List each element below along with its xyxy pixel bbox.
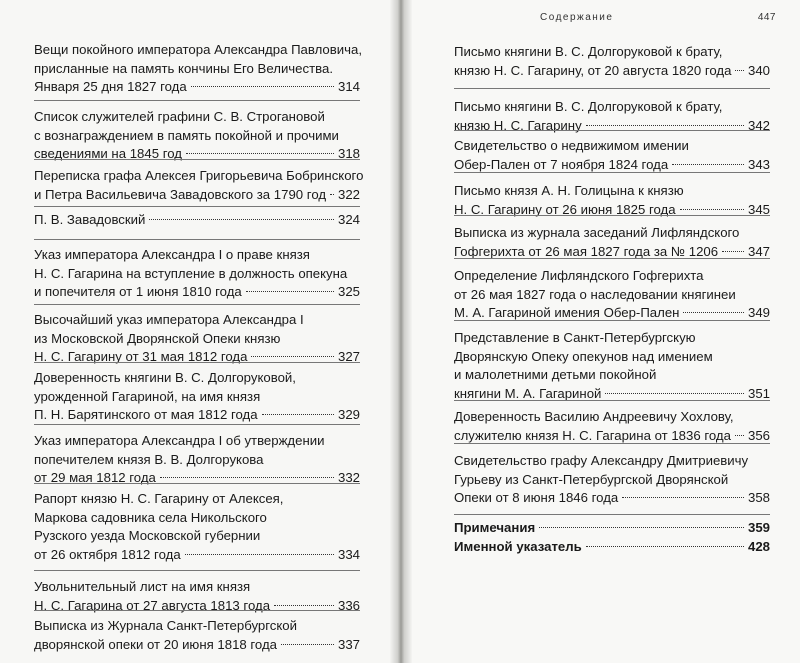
toc-entry bbox=[454, 408, 770, 445]
toc-entry-leader-row bbox=[454, 62, 770, 81]
toc-entry-title-line: Н. С. Гагарину от 31 мая 1812 года bbox=[34, 349, 248, 364]
toc-entry-leader-row bbox=[34, 636, 360, 655]
toc-entry bbox=[34, 490, 360, 564]
toc-entry-page-number: 325 bbox=[337, 284, 360, 299]
toc-entry-page-number: 428 bbox=[747, 539, 770, 554]
toc-entry-title-line: Января 25 дня 1827 года bbox=[34, 79, 187, 94]
entry-divider bbox=[34, 483, 360, 484]
toc-entry-leader-row bbox=[34, 211, 360, 230]
toc-entry-leader-row bbox=[34, 469, 360, 488]
toc-entry-title-line: Выписка из журнала заседаний Лифляндского bbox=[454, 225, 740, 240]
toc-entry-title-line: от 29 мая 1812 года bbox=[34, 470, 156, 485]
toc-entry-title-line: Рапорт князю Н. С. Гагарину от Алексея, bbox=[34, 491, 284, 506]
toc-entry-title-line: Представление в Санкт-Петербургскую bbox=[454, 330, 696, 345]
toc-entry-leader-row bbox=[34, 406, 360, 425]
toc-entry bbox=[34, 108, 360, 164]
toc-entry-title-line: дворянской опеки от 20 июня 1818 года bbox=[34, 636, 278, 652]
left-page bbox=[0, 0, 396, 663]
toc-entry-page-number: 356 bbox=[747, 427, 770, 443]
leader-dots bbox=[622, 497, 744, 498]
toc-entry-title-line: Свидетельство о недвижимом имении bbox=[454, 138, 689, 153]
toc-entry-page-number: 343 bbox=[747, 156, 770, 172]
leader-dots bbox=[722, 251, 744, 252]
leader-dots bbox=[191, 86, 334, 87]
toc-entry bbox=[454, 182, 770, 219]
toc-entry-leader-row bbox=[34, 348, 360, 367]
toc-entry-title-line: служителю князя Н. С. Гагарина от 1836 года bbox=[454, 427, 731, 443]
book-gutter bbox=[390, 0, 412, 663]
leader-dots bbox=[246, 291, 334, 292]
toc-entry-title-line: Список служителей графини С. В. Строгановой bbox=[34, 109, 325, 124]
toc-entry-title-line: князю Н. С. Гагарину bbox=[454, 117, 582, 133]
toc-entry-leader-row bbox=[34, 186, 360, 205]
entry-divider bbox=[454, 320, 770, 321]
toc-entry-leader-row bbox=[34, 145, 360, 164]
toc-entry-title-line: князю Н. С. Гагарину, от 20 августа 1820 года bbox=[454, 62, 732, 78]
entry-divider bbox=[34, 610, 360, 611]
toc-entry-page-number: 324 bbox=[337, 212, 360, 227]
toc-entry-title-line: Н. С. Гагарину от 26 июня 1825 года bbox=[454, 201, 676, 217]
toc-entry-title-line: и попечителя от 1 июня 1810 года bbox=[34, 284, 242, 299]
toc-entry-page-number: 347 bbox=[747, 243, 770, 259]
toc-entry-title-line: Маркова садовника села Никольского bbox=[34, 509, 267, 525]
toc-entry bbox=[34, 311, 360, 367]
toc-entry-title-line: присланные на память кончины Его Величества. bbox=[34, 60, 334, 76]
toc-entry-bold bbox=[454, 538, 770, 557]
toc-entry-title-line: от 26 мая 1827 года о наследовании княгинеи bbox=[454, 286, 736, 302]
toc-entry-title-line: Указ императора Александра I о праве князя bbox=[34, 247, 310, 262]
leader-dots bbox=[680, 209, 744, 210]
toc-entry bbox=[454, 267, 770, 323]
toc-entry bbox=[34, 41, 360, 97]
toc-entry-title-line: урожденной Гагариной, на имя князя bbox=[34, 388, 261, 404]
toc-entry-title-line: Увольнительный лист на имя князя bbox=[34, 579, 251, 594]
toc-entry-leader-row bbox=[454, 538, 770, 557]
toc-entry-title-line: Примечания bbox=[454, 520, 536, 535]
toc-entry-title-line: и Петра Васильевича Завадовского за 1790 год bbox=[34, 186, 327, 202]
toc-entry bbox=[454, 137, 770, 174]
toc-entry-title-line: Письмо княгини В. С. Долгоруковой к брату, bbox=[454, 99, 723, 114]
toc-entry-page-number: 314 bbox=[337, 79, 360, 94]
toc-entry-page-number: 345 bbox=[747, 201, 770, 217]
toc-entry-title-line: П. Н. Барятинского от мая 1812 года bbox=[34, 407, 258, 422]
toc-entry bbox=[454, 452, 770, 508]
toc-entry-title-line: Выписка из Журнала Санкт-Петербургской bbox=[34, 618, 297, 633]
toc-entry-title-line: Вещи покойного императора Александра Павловича, bbox=[34, 42, 362, 57]
toc-entry bbox=[34, 432, 360, 488]
toc-entry-title-line: Письмо князя А. Н. Голицына к князю bbox=[454, 183, 684, 198]
toc-entry-title-line: Н. С. Гагарина на вступление в должность опекуна bbox=[34, 265, 348, 281]
entry-divider bbox=[34, 206, 360, 207]
toc-entry bbox=[454, 224, 770, 261]
toc-entry-title-line: Определение Лифляндского Гофгерихта bbox=[454, 268, 704, 283]
toc-entry bbox=[34, 246, 360, 302]
toc-entry-leader-row bbox=[34, 283, 360, 302]
toc-entry-leader-row bbox=[454, 117, 770, 136]
entry-divider bbox=[34, 304, 360, 305]
leader-dots bbox=[735, 435, 744, 436]
toc-entry-title-line: Переписка графа Алексея Григорьевича Бобринского bbox=[34, 168, 364, 183]
entry-divider bbox=[34, 570, 360, 571]
toc-entry-title-line: Гурьеву из Санкт-Петербургской Дворянской bbox=[454, 471, 729, 487]
toc-entry-title-line: Дворянскую Опеку опекунов над имением bbox=[454, 348, 713, 364]
toc-entry-page-number: 358 bbox=[747, 490, 770, 505]
toc-entry-title-line: Гофгерихта от 26 мая 1827 года за № 1206 bbox=[454, 243, 719, 259]
toc-entry-page-number: 334 bbox=[337, 546, 360, 562]
right-page bbox=[404, 0, 800, 663]
leader-dots bbox=[586, 546, 744, 547]
leader-dots bbox=[251, 356, 334, 357]
toc-entry-page-number: 349 bbox=[747, 305, 770, 320]
toc-entry-leader-row bbox=[454, 489, 770, 508]
entry-divider bbox=[454, 172, 770, 173]
toc-entry-title-line: попечителем князя В. В. Долгорукова bbox=[34, 451, 264, 467]
toc-entry-page-number: 322 bbox=[337, 186, 360, 202]
toc-entry-leader-row bbox=[454, 201, 770, 220]
toc-entry-bold bbox=[454, 519, 770, 538]
entry-divider bbox=[34, 239, 360, 240]
toc-entry-title-line: Н. С. Гагарина от 27 августа 1813 года bbox=[34, 597, 271, 613]
entry-divider bbox=[454, 258, 770, 259]
toc-entry-page-number: 359 bbox=[747, 520, 770, 535]
leader-dots bbox=[149, 219, 334, 220]
toc-entry-leader-row bbox=[34, 546, 360, 565]
toc-entry-page-number: 332 bbox=[337, 470, 360, 485]
toc-entry-title-line: Рузского уезда Московской губернии bbox=[34, 528, 261, 543]
toc-entry-page-number: 340 bbox=[747, 62, 770, 78]
toc-entry bbox=[34, 211, 360, 230]
toc-entry-title-line: Указ императора Александра I об утверждении bbox=[34, 433, 325, 448]
toc-entry-leader-row bbox=[34, 597, 360, 616]
leader-dots bbox=[186, 153, 334, 154]
toc-entry-page-number: 336 bbox=[337, 597, 360, 613]
leader-dots bbox=[274, 605, 334, 606]
toc-entry-page-number: 318 bbox=[337, 146, 360, 161]
toc-entry-title-line: сведениями на 1845 год bbox=[34, 146, 182, 161]
leader-dots bbox=[586, 125, 744, 126]
entry-divider bbox=[34, 424, 360, 425]
leader-dots bbox=[605, 393, 744, 394]
entry-divider bbox=[34, 159, 360, 160]
entry-divider bbox=[454, 514, 770, 515]
toc-entry-page-number: 351 bbox=[747, 385, 770, 401]
toc-entry-title-line: Высочайший указ императора Александра I bbox=[34, 312, 304, 327]
toc-entry-page-number: 337 bbox=[337, 636, 360, 652]
page-number: 447 bbox=[757, 12, 776, 23]
leader-dots bbox=[185, 554, 334, 555]
toc-entry-title-line: Доверенность Василию Андреевичу Хохлову, bbox=[454, 409, 734, 424]
toc-entry-page-number: 329 bbox=[337, 407, 360, 422]
toc-entry-title-line: с вознаграждением в память покойной и прочими bbox=[34, 127, 339, 143]
toc-entry-title-line: и малолетними детьми покойной bbox=[454, 367, 657, 382]
toc-entry-title-line: Свидетельство графу Александру Дмитриевичу bbox=[454, 453, 749, 468]
running-header-title: Содержание bbox=[540, 12, 614, 23]
toc-entry-leader-row bbox=[34, 78, 360, 97]
leader-dots bbox=[735, 70, 744, 71]
toc-entry-title-line: из Московской Дворянской Опеки князю bbox=[34, 330, 281, 346]
leader-dots bbox=[683, 312, 744, 313]
toc-entry bbox=[34, 617, 360, 654]
toc-entry-title-line: княгини М. А. Гагариной bbox=[454, 385, 602, 401]
leader-dots bbox=[672, 164, 744, 165]
toc-entry-page-number: 327 bbox=[337, 349, 360, 364]
entry-divider bbox=[454, 215, 770, 216]
entry-divider bbox=[454, 88, 770, 89]
toc-entry-title-line: Обер-Пален от 7 ноября 1824 года bbox=[454, 156, 669, 172]
toc-entry-leader-row bbox=[454, 519, 770, 538]
entry-divider bbox=[454, 400, 770, 401]
toc-entry bbox=[454, 329, 770, 403]
leader-dots bbox=[281, 644, 334, 645]
toc-entry-page-number: 342 bbox=[747, 117, 770, 133]
entry-divider bbox=[34, 362, 360, 363]
toc-entry-title-line: П. В. Завадовский bbox=[34, 212, 146, 227]
leader-dots bbox=[539, 527, 744, 528]
entry-divider bbox=[34, 100, 360, 101]
toc-entry-title-line: Именной указатель bbox=[454, 539, 582, 554]
toc-entry-title-line: Доверенность княгини В. С. Долгоруковой, bbox=[34, 370, 296, 385]
leader-dots bbox=[160, 477, 334, 478]
leader-dots bbox=[262, 414, 334, 415]
toc-entry-title-line: от 26 октября 1812 года bbox=[34, 546, 181, 562]
toc-entry-title-line: Письмо княгини В. С. Долгоруковой к брату, bbox=[454, 44, 723, 59]
toc-entry-title-line: М. А. Гагариной имения Обер-Пален bbox=[454, 305, 680, 320]
entry-divider bbox=[454, 130, 770, 131]
toc-entry bbox=[34, 167, 364, 204]
toc-entry bbox=[454, 43, 770, 80]
toc-entry-title-line: Опеки от 8 июня 1846 года bbox=[454, 490, 619, 505]
entry-divider bbox=[454, 443, 770, 444]
leader-dots bbox=[330, 194, 334, 195]
toc-entry bbox=[34, 369, 360, 425]
